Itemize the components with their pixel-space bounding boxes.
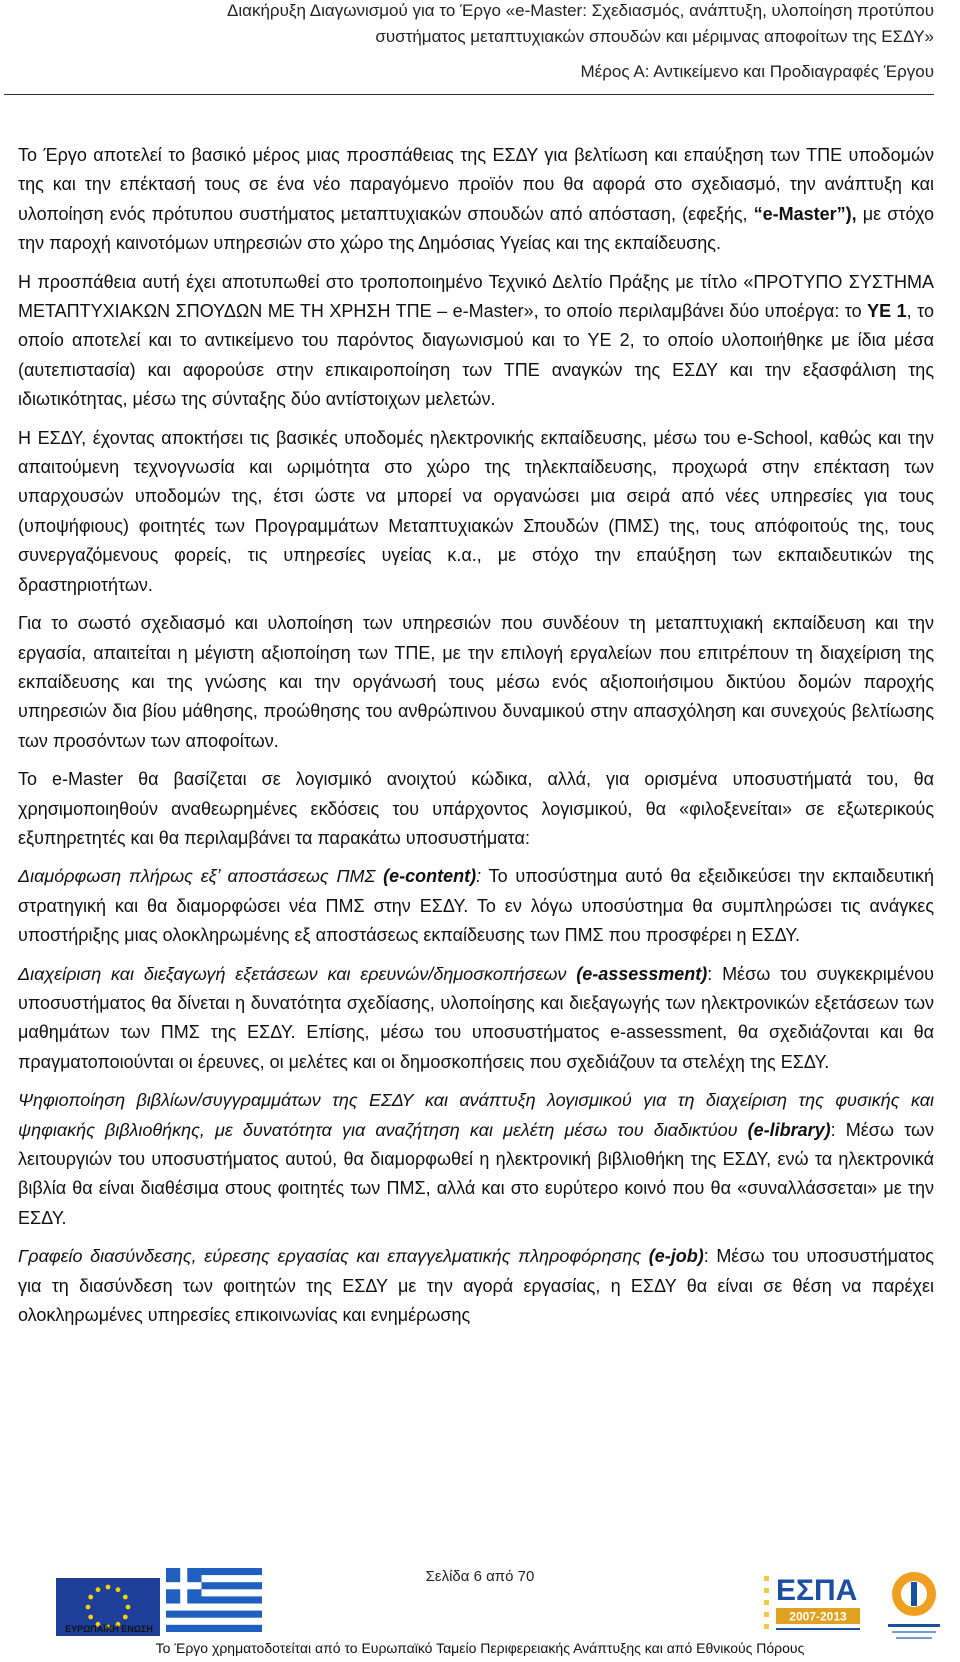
- paragraph-2-bold: ΥΕ 1: [867, 301, 907, 322]
- subsystem-e-assessment-code: (e-assessment): [576, 963, 708, 984]
- paragraph-3: Η ΕΣΔΥ, έχοντας αποκτήσει τις βασικές υποδομές ηλεκτρονικής εκπαίδευσης, μέσω του e-School, καθώς και την απαιτούμενη τεχνογνωσία και ωριμότητα στο χώρο της τηλεκπαίδευσης, προχωρά στην επέκταση των υπαρχουσών υποδομών της, έτσι ώστε να μπορεί να οργανώσει μια σειρά από νέες υπηρεσίες για τους (υποψήφιους) φοιτητές των Προγραμμάτων Μεταπτυχιακών Σπουδών (ΠΜΣ) της, τους απόφοιτούς της, τους συνεργαζόμενους φορείς, τις υπηρεσίες υγείας κ.α., με στόχο την επαύξηση των εκπαιδευτικών της δραστηριοτήτων.: [18, 427, 934, 595]
- program-logo: [878, 1566, 950, 1646]
- subsystem-e-library-code: (e-library): [747, 1119, 831, 1140]
- subsystem-e-library-desc: : Μέσω των λειτουργιών του υποσυστήματος αυτού, θα διαμορφωθεί η ηλεκτρονική βιβλιοθήκη της ΕΣΔΥ, ενώ τα ηλεκτρονικά βιβλία θα είναι διαθέσιμα στους φοιτητές των ΠΜΣ, αλλά και στο ευρύτερο κοινό που θα «συναλλάσσεται» με την ΕΣΔΥ.: [18, 1119, 934, 1228]
- subsystem-e-content: [18, 862, 934, 950]
- espa-wordmark: ΕΣΠΑ: [776, 1574, 858, 1607]
- paragraph-1: [18, 141, 934, 259]
- subsystem-e-job-title: Γραφείο διασύνδεσης, εύρεσης εργασίας και επαγγελματικής πληροφόρησης: [18, 1246, 649, 1267]
- subsystem-e-job-code: (e-job): [648, 1246, 704, 1267]
- eu-flag-logo: [56, 1568, 160, 1646]
- paragraph-4: Για το σωστό σχεδιασμό και υλοποίηση των υπηρεσιών που συνδέουν τη μεταπτυχιακή εκπαίδευση και την εργασία, απαιτείται η μέγιστη αξιοποίηση των ΤΠΕ, με την επιλογή εργαλείων που επιτρέπουν τη διαχείριση της εκπαίδευσης και της γνώσης και την οργάνωσή τους μέσω ενός αξιοποιήσιμου δικτύου δομών παροχής υπηρεσιών δια βίου μάθησης, προώθησης του ανθρώπινου δυναμικού στην απασχόληση και συνεχούς βελτίωσης των προσόντων των αποφοίτων.: [18, 613, 934, 751]
- subsystem-e-content-code: (e-content): [383, 866, 477, 887]
- document-body: [18, 141, 934, 1339]
- funding-note: Το Έργο χρηματοδοτείται από το Ευρωπαϊκό Ταμείο Περιφερειακής Ανάπτυξης και από Εθνικούς Πόρους: [155, 1640, 805, 1656]
- subsystem-e-job: [18, 1242, 934, 1330]
- paragraph-1-bold: “e-Master”),: [753, 203, 857, 224]
- paragraph-2-text: Η προσπάθεια αυτή έχει αποτυπωθεί στο τροποποιημένο Τεχνικό Δελτίο Πράξης με τίτλο «ΠΡΟΤΥΠΟ ΣΥΣΤΗΜΑ ΜΕΤΑΠΤΥΧΙΑΚΩΝ ΣΠΟΥΔΩΝ ΜΕ ΤΗ ΧΡΗΣΗ ΤΠΕ – e-Master», το οποίο περιλαμβάνει δύο υποέργα: το: [18, 271, 934, 322]
- paragraph-2: [18, 268, 934, 415]
- subsystem-e-library: [18, 1086, 934, 1233]
- espa-logo: [762, 1566, 872, 1646]
- paragraph-1-text-end: με στόχο την παροχή καινοτόμων υπηρεσιών στο χώρο της Δημόσιας Υγείας και της εκπαίδευσης.: [18, 203, 934, 254]
- page-number: Σελίδα 6 από 70: [425, 1568, 535, 1585]
- paragraph-1-text: Το Έργο αποτελεί το βασικό μέρος μιας προσπάθειας της ΕΣΔΥ για βελτίωση και επαύξηση των ΤΠΕ υποδομών της και την επέκτασή τους σε ένα νέο παραγόμενο προϊόν που θα αφορά στο σχεδιασμό, την ανάπτυξη και υλοποίηση ενός πρότυπου συστήματος μεταπτυχιακών σπουδών από απόσταση, (εφεξής,: [18, 145, 934, 224]
- eu-label: ΕΥΡΩΠΑΪΚΗ ΕΝΩΣΗ: [65, 1624, 153, 1634]
- paragraph-2-text-end: , το οποίο αποτελεί και το αντικείμενο του παρόντος διαγωνισμού και το ΥΕ 2, το οποίο υλοποιήθηκε με ίδια μέσα (αυτεπιστασία) και αφορούσε στην επικαιροποίηση των ΤΠΕ αναγκών της ΕΣΔΥ και την εξασφάλιση της ιδιωτικότητας, μέσω της σύνταξης δύο αντίστοιχων μελετών.: [18, 301, 934, 410]
- subsystem-e-content-colon: :: [476, 866, 482, 887]
- espa-years: 2007-2013: [789, 1609, 847, 1624]
- subsystem-e-assessment: [18, 960, 934, 1078]
- subsystem-e-content-title: Διαμόρφωση πλήρως εξ’ αποστάσεως ΠΜΣ: [18, 866, 384, 887]
- paragraph-5: Το e-Master θα βασίζεται σε λογισμικό ανοιχτού κώδικα, αλλά, για ορισμένα υποσυστήματά του, θα χρησιμοποιηθούν αναθεωρημένες εκδόσεις του υπάρχοντος λογισμικού, θα «φιλοξενείται» σε εξωτερικούς εξυπηρετητές και θα περιλαμβάνει τα παρακάτω υποσυστήματα:: [18, 769, 934, 848]
- page-header: [0, 0, 960, 98]
- header-divider: [4, 94, 934, 95]
- header-title-line-2: συστήματος μεταπτυχιακών σπουδών και μέριμνας αποφοίτων της ΕΣΔΥ»: [375, 27, 934, 46]
- header-title-line-1: Διακήρυξη Διαγωνισμού για το Έργο «e-Master: Σχεδιασμός, ανάπτυξη, υλοποίηση προτύπου: [227, 1, 934, 20]
- subsystem-e-assessment-title: Διαχείριση και διεξαγωγή εξετάσεων και ερευνών/δημοσκοπήσεων: [18, 963, 577, 984]
- greek-flag-logo: [166, 1568, 262, 1632]
- subsystem-e-library-title: Ψηφιοποίηση βιβλίων/συγγραμμάτων της ΕΣΔΥ και ανάπτυξη λογισμικού για τη διαχείριση της φυσικής και ψηφιακής βιβλιοθήκης, με δυνατότητα για αναζήτηση και μελέτη μέσω του διαδικτύου: [18, 1090, 934, 1140]
- header-section-title: Μέρος Α: Αντικείμενο και Προδιαγραφές Έργου: [580, 62, 934, 81]
- subsystem-e-content-desc: Το υποσύστημα αυτό θα εξειδικεύσει την εκπαιδευτική στρατηγική και θα διαμορφώσει νέα ΠΜΣ στην ΕΣΔΥ. Το εν λόγω υποσύστημα θα συμπληρώσει τις ανάγκες υποστήριξης μιας ολοκληρωμένης εξ αποστάσεως εκπαίδευσης των ΠΜΣ που προσφέρει η ΕΣΔΥ.: [18, 866, 935, 946]
- subsystem-e-job-desc: : Μέσω του υποσυστήματος για τη διασύνδεση των φοιτητών της ΕΣΔΥ με την αγορά εργασίας, η ΕΣΔΥ θα είναι σε θέση να παρέχει ολοκληρωμένες υπηρεσίες επικοινωνίας και ενημέρωσης: [18, 1246, 934, 1326]
- subsystem-e-assessment-desc: : Μέσω του συγκεκριμένου υποσυστήματος θα δίνεται η δυνατότητα σχεδίασης, υλοποίησης και διεξαγωγής των ηλεκτρονικών εξετάσεων των μαθημάτων των ΠΜΣ της ΕΣΔΥ. Επίσης, μέσω του υποσυστήματος e-assessment, θα σχεδιάζονται και θα πραγματοποιούνται οι έρευνες, οι μελέτες και οι δημοσκοπήσεις που σχεδιάζουν τα στελέχη της ΕΣΔΥ.: [18, 963, 934, 1072]
